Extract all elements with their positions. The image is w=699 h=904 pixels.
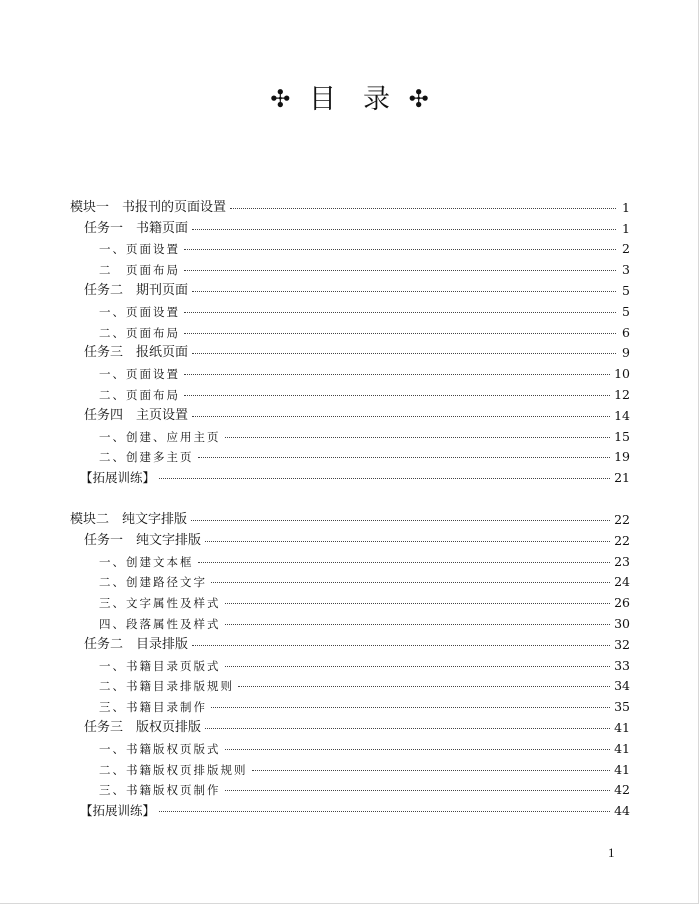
- toc-entry-title: 四、段落属性及样式: [99, 616, 221, 631]
- toc-entry-page: 41: [614, 761, 630, 777]
- dot-leader: [192, 416, 610, 417]
- toc-entry[interactable]: [70, 278, 630, 299]
- dot-leader: [184, 270, 616, 271]
- dot-leader: [211, 582, 610, 583]
- toc-entry[interactable]: [70, 237, 630, 258]
- toc-entry-title: 任务三 版权页排版: [84, 719, 202, 735]
- dot-leader: [192, 645, 610, 646]
- toc-entry-title: 模块一 书报刊的页面设置: [70, 199, 227, 215]
- dot-leader: [159, 811, 610, 812]
- dot-leader: [191, 520, 610, 521]
- toc-entry-page: 23: [614, 553, 630, 569]
- toc-entry-page: 5: [622, 282, 630, 298]
- toc-entry-title: 一、创建、应用主页: [99, 429, 221, 444]
- toc-entry[interactable]: [70, 632, 630, 653]
- toc-entry-title: 任务三 报纸页面: [84, 345, 189, 361]
- toc-entry-title: 模块二 纯文字排版: [70, 511, 188, 527]
- dot-leader: [192, 229, 616, 230]
- toc-entry-page: 22: [614, 532, 630, 548]
- toc-section: [70, 195, 630, 486]
- toc-entry-page: 34: [614, 678, 630, 694]
- toc-entry-page: 21: [614, 470, 630, 486]
- dot-leader: [184, 249, 616, 250]
- toc-entry[interactable]: [70, 570, 630, 591]
- toc-entry-page: 41: [614, 740, 630, 756]
- toc-entry-title: 二、创建多主页: [99, 450, 194, 465]
- toc-entry-page: 3: [622, 262, 630, 278]
- dot-leader: [238, 686, 610, 687]
- toc-entry[interactable]: [70, 549, 630, 570]
- toc-entry-title: 任务四 主页设置: [84, 407, 189, 423]
- dot-leader: [184, 395, 610, 396]
- toc-entry-page: 9: [622, 345, 630, 361]
- toc-entry[interactable]: [70, 507, 630, 528]
- dot-leader: [230, 208, 616, 209]
- toc-entry-title: 二、创建路径文字: [99, 575, 207, 590]
- toc-entry-title: 一、书籍版权页版式: [99, 741, 221, 756]
- toc-entry-title: 二、书籍目录排版规则: [99, 679, 234, 694]
- toc-entry-title: 一、页面设置: [99, 304, 180, 319]
- toc-heading: [0, 82, 699, 117]
- dot-leader: [225, 437, 611, 438]
- dot-leader: [252, 770, 611, 771]
- dot-leader: [225, 790, 611, 791]
- dot-leader: [225, 666, 611, 667]
- table-of-contents: [70, 195, 630, 819]
- toc-entry[interactable]: [70, 778, 630, 799]
- dot-leader: [205, 728, 610, 729]
- toc-entry-page: 1: [622, 220, 630, 236]
- toc-entry-page: 41: [614, 719, 630, 735]
- toc-entry[interactable]: [70, 445, 630, 466]
- toc-entry-page: 30: [614, 615, 630, 631]
- toc-entry[interactable]: [70, 590, 630, 611]
- toc-entry-title: 任务二 目录排版: [84, 636, 189, 652]
- toc-entry-page: 26: [614, 595, 630, 611]
- toc-entry-page: 10: [614, 366, 630, 382]
- toc-entry[interactable]: [70, 257, 630, 278]
- toc-entry-title: 【拓展训练】: [80, 470, 156, 486]
- toc-entry[interactable]: [70, 299, 630, 320]
- toc-entry[interactable]: [70, 528, 630, 549]
- toc-entry[interactable]: [70, 216, 630, 237]
- toc-entry-title: 二、页面布局: [99, 325, 180, 340]
- toc-entry-page: 44: [614, 803, 630, 819]
- toc-entry-title: 二 页面布局: [99, 263, 180, 278]
- dot-leader: [225, 624, 611, 625]
- toc-entry-page: 22: [614, 511, 630, 527]
- toc-entry[interactable]: [70, 361, 630, 382]
- toc-entry-title: 【拓展训练】: [80, 803, 156, 819]
- toc-entry[interactable]: [70, 736, 630, 757]
- dot-leader: [192, 291, 616, 292]
- toc-entry-page: 32: [614, 636, 630, 652]
- dot-leader: [192, 353, 616, 354]
- toc-entry[interactable]: [70, 694, 630, 715]
- toc-entry-title: 一、页面设置: [99, 242, 180, 257]
- toc-title: 目 录: [309, 84, 390, 115]
- toc-entry-page: 6: [622, 324, 630, 340]
- dot-leader: [211, 707, 610, 708]
- toc-entry[interactable]: [70, 320, 630, 341]
- dot-leader: [205, 541, 610, 542]
- toc-entry[interactable]: [70, 382, 630, 403]
- toc-entry[interactable]: [70, 653, 630, 674]
- ornament-left-icon: ✣: [270, 85, 291, 113]
- toc-entry-page: 1: [622, 199, 630, 215]
- toc-entry[interactable]: [70, 611, 630, 632]
- page-number: 1: [608, 845, 615, 860]
- dot-leader: [159, 478, 610, 479]
- toc-entry-title: 任务二 期刊页面: [84, 282, 189, 298]
- toc-entry-page: 5: [622, 303, 630, 319]
- toc-entry-title: 一、书籍目录页版式: [99, 658, 221, 673]
- toc-entry-title: 任务一 书籍页面: [84, 220, 189, 236]
- toc-entry-page: 42: [614, 782, 630, 798]
- toc-entry[interactable]: [70, 798, 630, 819]
- toc-entry[interactable]: [70, 341, 630, 362]
- toc-entry-title: 二、页面布局: [99, 387, 180, 402]
- toc-entry-page: 33: [614, 657, 630, 673]
- toc-entry-title: 二、书籍版权页排版规则: [99, 762, 248, 777]
- ornament-right-icon: ✣: [408, 85, 429, 113]
- dot-leader: [225, 603, 611, 604]
- toc-entry[interactable]: [70, 195, 630, 216]
- toc-entry-page: 35: [614, 699, 630, 715]
- toc-section: [70, 507, 630, 819]
- toc-entry[interactable]: [70, 403, 630, 424]
- toc-entry-title: 三、书籍版权页制作: [99, 783, 221, 798]
- dot-leader: [225, 749, 611, 750]
- dot-leader: [184, 312, 616, 313]
- toc-entry-page: 15: [614, 428, 630, 444]
- toc-entry-title: 一、页面设置: [99, 367, 180, 382]
- dot-leader: [184, 374, 610, 375]
- toc-entry-title: 一、创建文本框: [99, 554, 194, 569]
- dot-leader: [184, 333, 616, 334]
- toc-entry-page: 14: [614, 407, 630, 423]
- dot-leader: [198, 562, 611, 563]
- toc-entry-page: 12: [614, 386, 630, 402]
- toc-entry[interactable]: [70, 424, 630, 445]
- toc-entry[interactable]: [70, 465, 630, 486]
- toc-entry[interactable]: [70, 674, 630, 695]
- toc-entry[interactable]: [70, 757, 630, 778]
- toc-entry-title: 三、书籍目录制作: [99, 700, 207, 715]
- dot-leader: [198, 457, 611, 458]
- toc-entry-title: 三、文字属性及样式: [99, 596, 221, 611]
- toc-entry-page: 2: [622, 241, 630, 257]
- toc-entry-title: 任务一 纯文字排版: [84, 532, 202, 548]
- toc-entry-page: 24: [614, 574, 630, 590]
- toc-entry[interactable]: [70, 715, 630, 736]
- toc-entry-page: 19: [614, 449, 630, 465]
